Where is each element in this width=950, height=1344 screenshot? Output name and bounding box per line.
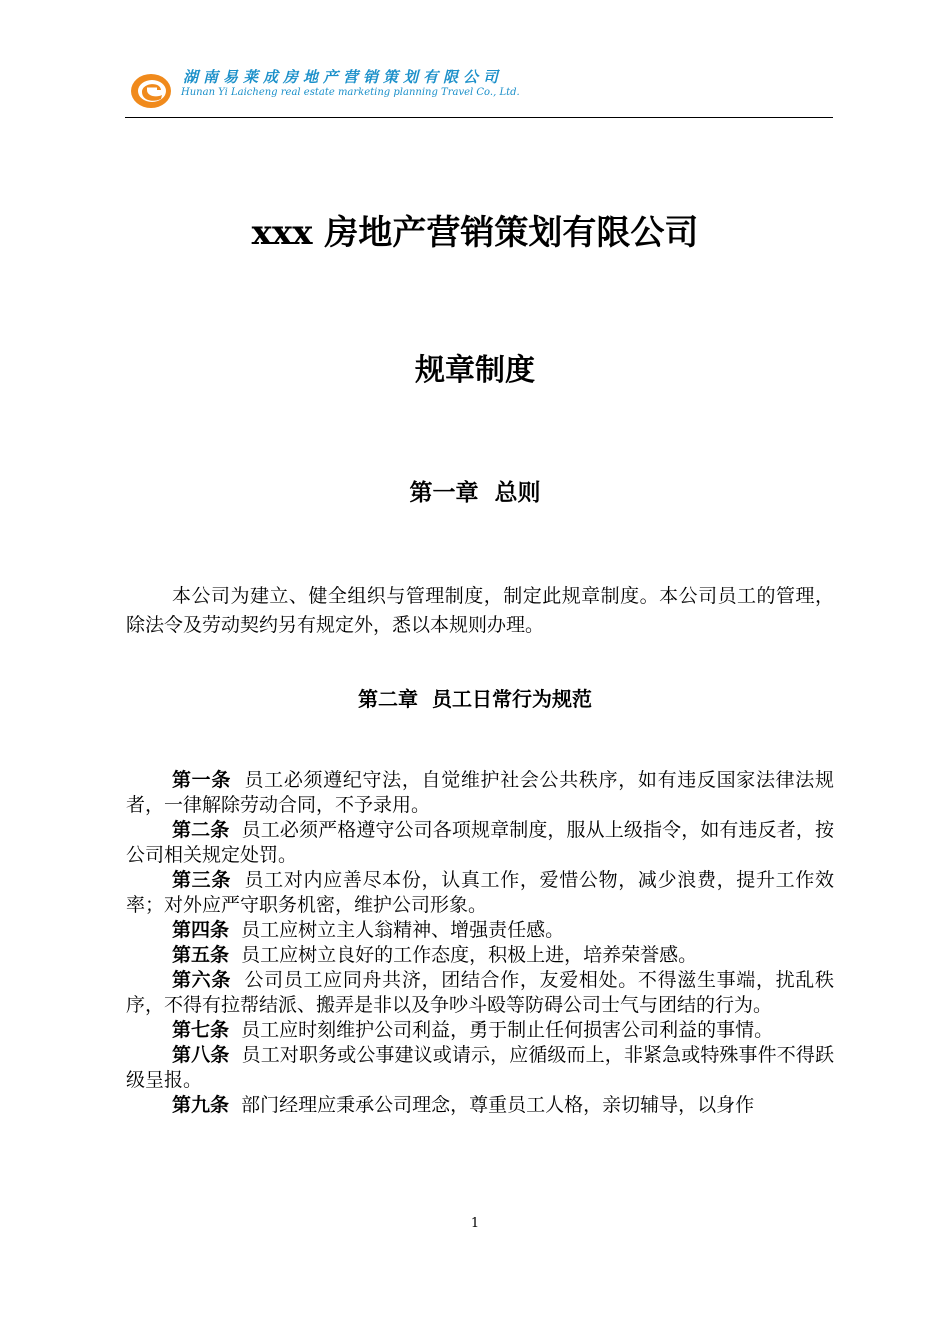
article-item bbox=[126, 768, 834, 818]
article-text: 员工对内应善尽本份，认真工作，爱惜公物，减少浪费，提升工作效率；对外应严守职务机密，维护公司形象。 bbox=[126, 869, 834, 916]
article-label: 第七条 bbox=[172, 1019, 230, 1041]
company-logo-icon bbox=[128, 67, 174, 113]
company-name-en: Hunan Yi Laicheng real estate marketing planning Travel Co., Ltd. bbox=[181, 87, 520, 98]
article-text: 部门经理应秉承公司理念，尊重员工人格，亲切辅导，以身作 bbox=[241, 1094, 755, 1116]
article-text: 员工必须遵纪守法，自觉维护社会公共秩序，如有违反国家法律法规者，一律解除劳动合同，不予录用。 bbox=[126, 769, 834, 816]
article-label: 第四条 bbox=[172, 919, 230, 941]
article-item bbox=[126, 968, 834, 1018]
document-title: xxx 房地产营销策划有限公司 bbox=[251, 213, 699, 253]
article-text: 员工对职务或公事建议或请示，应循级而上，非紧急或特殊事件不得跃级呈报。 bbox=[126, 1044, 834, 1091]
article-item bbox=[126, 1093, 834, 1118]
page-number: 1 bbox=[470, 1216, 480, 1231]
article-label: 第二条 bbox=[172, 819, 230, 841]
article-list bbox=[126, 768, 834, 1118]
document-subtitle: 规章制度 bbox=[415, 353, 535, 388]
article-text: 公司员工应同舟共济，团结合作，友爱相处。不得滋生事端，扰乱秩序，不得有拉帮结派、搬弄是非以及争吵斗殴等防碍公司士气与团结的行为。 bbox=[126, 969, 834, 1016]
article-text: 员工应树立良好的工作态度，积极上进，培养荣誉感。 bbox=[241, 944, 698, 966]
article-label: 第一条 bbox=[172, 769, 232, 791]
article-label: 第五条 bbox=[172, 944, 230, 966]
article-text: 员工应时刻维护公司利益，勇于制止任何损害公司利益的事情。 bbox=[241, 1019, 774, 1041]
article-item bbox=[126, 1018, 834, 1043]
article-label: 第三条 bbox=[172, 869, 232, 891]
article-item bbox=[126, 1043, 834, 1093]
article-item bbox=[126, 943, 834, 968]
article-item bbox=[126, 868, 834, 918]
article-text: 员工必须严格遵守公司各项规章制度，服从上级指令，如有违反者，按公司相关规定处罚。 bbox=[126, 819, 834, 866]
article-text: 员工应树立主人翁精神、增强责任感。 bbox=[241, 919, 565, 941]
chapter1-body: 本公司为建立、健全组织与管理制度，制定此规章制度。本公司员工的管理，除法令及劳动契约另有规定外，悉以本规则办理。 bbox=[126, 585, 834, 636]
article-label: 第八条 bbox=[172, 1044, 230, 1066]
article-label: 第九条 bbox=[172, 1094, 230, 1116]
article-label: 第六条 bbox=[172, 969, 232, 991]
article-item bbox=[126, 918, 834, 943]
chapter1-heading: 第一章 总则 bbox=[409, 479, 541, 506]
page-header bbox=[125, 63, 833, 118]
company-name-cn: 湖南易莱成房地产营销策划有限公司 bbox=[183, 68, 504, 86]
article-item bbox=[126, 818, 834, 868]
chapter2-heading: 第二章 员工日常行为规范 bbox=[358, 687, 592, 711]
